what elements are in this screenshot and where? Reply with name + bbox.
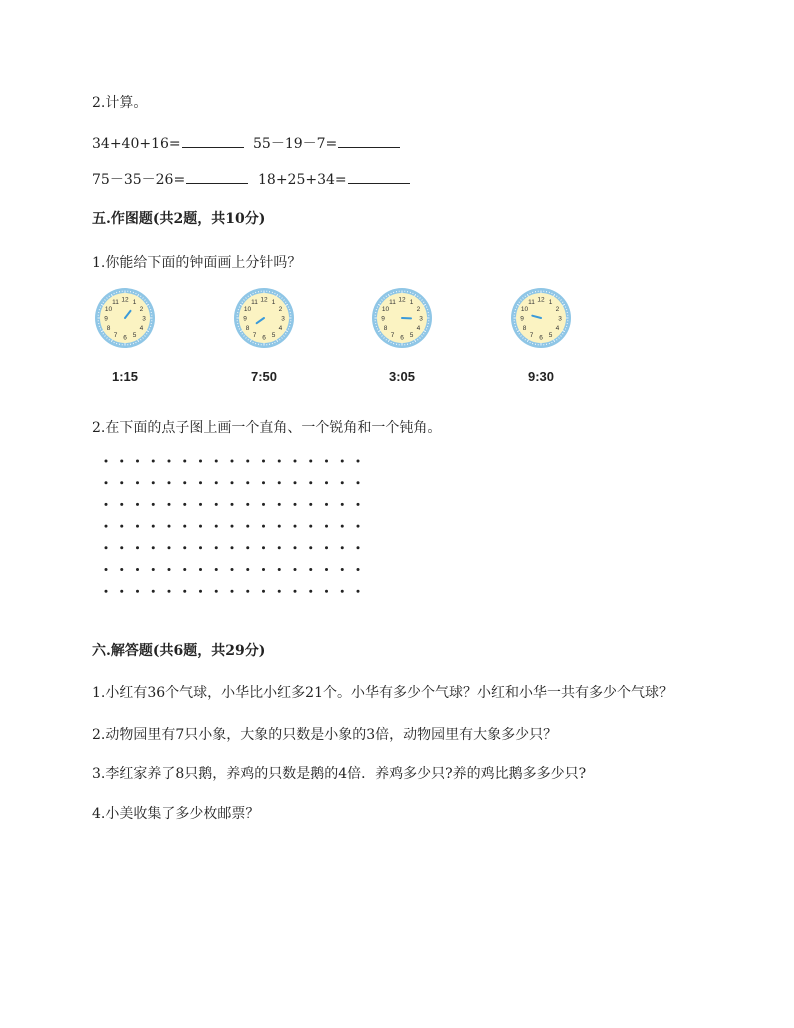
clock-tick bbox=[562, 302, 563, 303]
grid-dot bbox=[231, 590, 234, 593]
clock-tick bbox=[519, 333, 520, 334]
clock-number: 8 bbox=[106, 324, 111, 332]
clock-number: 5 bbox=[271, 331, 276, 339]
grid-dot bbox=[357, 481, 360, 484]
question-text: 2.在下面的点子图上画一个直角、一个锐角和一个钝角。 bbox=[92, 420, 442, 436]
clock-face[interactable] bbox=[233, 287, 295, 349]
grid-dot bbox=[168, 503, 171, 506]
grid-dot bbox=[294, 525, 297, 528]
clock-face[interactable] bbox=[510, 287, 572, 349]
grid-dot bbox=[262, 525, 265, 528]
calc-expression bbox=[253, 134, 400, 153]
clock-tick bbox=[146, 333, 147, 334]
grid-dot bbox=[152, 590, 155, 593]
section-heading: 五.作图题(共2题，共10分) bbox=[92, 211, 266, 227]
grid-dot bbox=[215, 503, 218, 506]
grid-dot bbox=[105, 590, 108, 593]
clock-tick bbox=[285, 333, 286, 334]
clock-number: 9 bbox=[381, 315, 385, 323]
clock-tick bbox=[380, 302, 381, 303]
grid-dot bbox=[341, 568, 344, 571]
grid-dot bbox=[357, 525, 360, 528]
clock-number: 9 bbox=[243, 315, 247, 323]
grid-dot bbox=[278, 525, 281, 528]
grid-dot bbox=[357, 546, 360, 549]
clock-tick bbox=[109, 296, 110, 297]
clock-number: 11 bbox=[251, 298, 258, 306]
grid-dot bbox=[152, 503, 155, 506]
grid-dot bbox=[309, 590, 312, 593]
grid-dot bbox=[357, 568, 360, 571]
clock-number: 5 bbox=[409, 331, 414, 339]
grid-dot bbox=[168, 590, 171, 593]
grid-dot bbox=[278, 460, 281, 463]
grid-dot bbox=[120, 525, 123, 528]
grid-dot bbox=[105, 546, 108, 549]
clock-number: 4 bbox=[416, 324, 421, 332]
clock-number: 8 bbox=[245, 324, 250, 332]
grid-dot bbox=[215, 481, 218, 484]
grid-dot bbox=[357, 460, 360, 463]
grid-dot bbox=[262, 503, 265, 506]
question-text: 1.你能给下面的钟面画上分针吗？ bbox=[92, 255, 302, 271]
clock-tick bbox=[140, 296, 141, 297]
expr-text: 75－35－26= bbox=[92, 172, 186, 188]
clock-number: 3 bbox=[281, 315, 285, 323]
grid-dot bbox=[341, 460, 344, 463]
clock-tick bbox=[562, 333, 563, 334]
grid-dot bbox=[278, 590, 281, 593]
grid-dot bbox=[215, 460, 218, 463]
grid-dot bbox=[325, 525, 328, 528]
grid-dot bbox=[183, 525, 186, 528]
grid-dot bbox=[136, 481, 139, 484]
grid-dot bbox=[341, 590, 344, 593]
grid-dot bbox=[231, 503, 234, 506]
grid-dot bbox=[262, 460, 265, 463]
grid-dot bbox=[246, 546, 249, 549]
clock-tick bbox=[285, 302, 286, 303]
grid-dot bbox=[183, 546, 186, 549]
clock-tick bbox=[109, 339, 110, 340]
clock-number: 3 bbox=[419, 315, 423, 323]
grid-dot bbox=[294, 481, 297, 484]
grid-dot bbox=[168, 525, 171, 528]
clock-number: 11 bbox=[528, 298, 535, 306]
grid-dot bbox=[246, 525, 249, 528]
clock-number: 5 bbox=[132, 331, 137, 339]
grid-dot bbox=[120, 460, 123, 463]
clock-number: 11 bbox=[389, 298, 396, 306]
grid-dot bbox=[278, 568, 281, 571]
grid-dot bbox=[262, 481, 265, 484]
clock-tick bbox=[386, 339, 387, 340]
grid-dot bbox=[309, 568, 312, 571]
clock-number: 4 bbox=[555, 324, 560, 332]
clock-tick bbox=[417, 339, 418, 340]
grid-dot bbox=[309, 546, 312, 549]
clock-tick bbox=[248, 339, 249, 340]
clock-number: 6 bbox=[539, 334, 543, 342]
grid-dot bbox=[309, 460, 312, 463]
grid-dot bbox=[309, 481, 312, 484]
grid-dot bbox=[136, 460, 139, 463]
clock-tick bbox=[242, 333, 243, 334]
clock-number: 1 bbox=[409, 298, 414, 306]
expr-text: 55－19－7= bbox=[253, 136, 338, 152]
grid-dot bbox=[215, 590, 218, 593]
clock-number: 1 bbox=[271, 298, 276, 306]
clock-tick bbox=[146, 302, 147, 303]
grid-dot bbox=[183, 503, 186, 506]
clock-tick bbox=[556, 296, 557, 297]
calc-expression bbox=[92, 170, 248, 189]
grid-dot bbox=[325, 503, 328, 506]
grid-dot bbox=[341, 525, 344, 528]
clock-tick bbox=[279, 296, 280, 297]
grid-dot bbox=[120, 481, 123, 484]
clock-number: 10 bbox=[243, 305, 252, 313]
answer-blank[interactable] bbox=[182, 134, 244, 148]
grid-dot bbox=[231, 546, 234, 549]
clock-number: 12 bbox=[537, 296, 545, 304]
grid-dot bbox=[152, 525, 155, 528]
grid-dot bbox=[183, 568, 186, 571]
grid-dot bbox=[105, 481, 108, 484]
grid-dot bbox=[152, 546, 155, 549]
grid-dot bbox=[136, 525, 139, 528]
grid-dot bbox=[246, 503, 249, 506]
clock-tick bbox=[525, 296, 526, 297]
section-heading: 六.解答题(共6题，共29分) bbox=[92, 643, 266, 659]
grid-dot bbox=[136, 590, 139, 593]
clock-number: 6 bbox=[400, 334, 404, 342]
clock-time-label: 3:05 bbox=[388, 369, 416, 384]
clock-number: 5 bbox=[548, 331, 553, 339]
clock-number: 7 bbox=[252, 331, 257, 339]
question-text: 4.小美收集了多少枚邮票？ bbox=[92, 806, 260, 822]
grid-dot bbox=[262, 546, 265, 549]
grid-dot bbox=[231, 481, 234, 484]
grid-dot bbox=[199, 503, 202, 506]
clock-tick bbox=[417, 296, 418, 297]
grid-dot bbox=[199, 568, 202, 571]
calc-expression bbox=[258, 170, 410, 189]
clock-tick bbox=[248, 296, 249, 297]
clock-number: 9 bbox=[520, 315, 524, 323]
clock-number: 12 bbox=[121, 296, 129, 304]
clock-number: 7 bbox=[113, 331, 118, 339]
clock-number: 10 bbox=[520, 305, 529, 313]
clock-time-label: 9:30 bbox=[527, 369, 555, 384]
grid-dot bbox=[278, 503, 281, 506]
grid-dot bbox=[341, 481, 344, 484]
grid-dot bbox=[294, 546, 297, 549]
clock-time-label: 1:15 bbox=[111, 369, 139, 384]
answer-blank[interactable] bbox=[186, 170, 248, 184]
clock-number: 2 bbox=[139, 305, 144, 313]
clock-tick bbox=[140, 339, 141, 340]
grid-dot bbox=[325, 590, 328, 593]
grid-dot bbox=[120, 590, 123, 593]
grid-dot bbox=[168, 546, 171, 549]
grid-dot bbox=[294, 590, 297, 593]
grid-dot bbox=[309, 503, 312, 506]
clock-number: 9 bbox=[104, 315, 108, 323]
grid-dot bbox=[246, 460, 249, 463]
clock-number: 1 bbox=[548, 298, 553, 306]
grid-dot bbox=[199, 590, 202, 593]
grid-dot bbox=[231, 568, 234, 571]
grid-dot bbox=[105, 568, 108, 571]
grid-dot bbox=[152, 481, 155, 484]
grid-dot bbox=[246, 481, 249, 484]
grid-dot bbox=[215, 568, 218, 571]
clock-number: 2 bbox=[416, 305, 421, 313]
clock-number: 8 bbox=[522, 324, 527, 332]
clock-number: 4 bbox=[139, 324, 144, 332]
grid-dot bbox=[294, 503, 297, 506]
clock-time-label: 7:50 bbox=[250, 369, 278, 384]
clock-tick bbox=[423, 333, 424, 334]
clock-tick bbox=[103, 302, 104, 303]
grid-dot bbox=[278, 546, 281, 549]
clock-tick bbox=[519, 302, 520, 303]
clock-tick bbox=[380, 333, 381, 334]
clock-number: 4 bbox=[278, 324, 283, 332]
grid-dot bbox=[105, 503, 108, 506]
grid-dot bbox=[105, 525, 108, 528]
clock-tick bbox=[525, 339, 526, 340]
grid-dot bbox=[152, 460, 155, 463]
question-text: 2.动物园里有7只小象，大象的只数是小象的3倍，动物园里有大象多少只？ bbox=[92, 727, 558, 743]
clock-number: 12 bbox=[398, 296, 406, 304]
grid-dot bbox=[168, 568, 171, 571]
grid-dot bbox=[215, 546, 218, 549]
grid-dot bbox=[120, 568, 123, 571]
grid-dot bbox=[246, 590, 249, 593]
clock-number: 11 bbox=[112, 298, 119, 306]
grid-dot bbox=[294, 568, 297, 571]
grid-dot bbox=[325, 546, 328, 549]
answer-blank[interactable] bbox=[348, 170, 410, 184]
grid-dot bbox=[357, 590, 360, 593]
grid-dot bbox=[278, 481, 281, 484]
clock-number: 8 bbox=[383, 324, 388, 332]
grid-dot bbox=[341, 503, 344, 506]
clock-tick bbox=[279, 339, 280, 340]
grid-dot bbox=[199, 481, 202, 484]
grid-dot bbox=[325, 481, 328, 484]
grid-dot bbox=[183, 460, 186, 463]
grid-dot bbox=[105, 460, 108, 463]
clock-tick bbox=[242, 302, 243, 303]
grid-dot bbox=[136, 503, 139, 506]
grid-dot bbox=[341, 546, 344, 549]
grid-dot bbox=[231, 525, 234, 528]
grid-dot bbox=[168, 481, 171, 484]
expr-text: 18+25+34= bbox=[258, 172, 347, 188]
clock-number: 12 bbox=[260, 296, 268, 304]
grid-dot bbox=[199, 525, 202, 528]
grid-dot bbox=[262, 568, 265, 571]
grid-dot bbox=[215, 525, 218, 528]
grid-dot bbox=[262, 590, 265, 593]
grid-dot bbox=[231, 460, 234, 463]
clock-face[interactable] bbox=[371, 287, 433, 349]
clock-number: 2 bbox=[555, 305, 560, 313]
grid-dot bbox=[183, 481, 186, 484]
grid-dot bbox=[199, 460, 202, 463]
clock-number: 3 bbox=[558, 315, 562, 323]
grid-dot bbox=[152, 568, 155, 571]
clock-number: 7 bbox=[390, 331, 395, 339]
clock-number: 2 bbox=[278, 305, 283, 313]
grid-dot bbox=[309, 525, 312, 528]
grid-dot bbox=[246, 568, 249, 571]
clock-number: 6 bbox=[123, 334, 127, 342]
clock-number: 10 bbox=[104, 305, 113, 313]
clock-tick bbox=[423, 302, 424, 303]
expr-text: 34+40+16= bbox=[92, 136, 181, 152]
answer-blank[interactable] bbox=[338, 134, 400, 148]
grid-dot bbox=[120, 503, 123, 506]
clock-tick bbox=[386, 296, 387, 297]
question-text: 1.小红有36个气球，小华比小红多21个。小华有多少个气球？小红和小华一共有多少个气球？ bbox=[92, 685, 673, 701]
clock-number: 6 bbox=[262, 334, 266, 342]
question-text: 3.李红家养了8只鹅，养鸡的只数是鹅的4倍．养鸡多少只?养的鸡比鹅多多少只? bbox=[92, 766, 587, 782]
grid-dot bbox=[168, 460, 171, 463]
calc-expression bbox=[92, 134, 244, 153]
clock-number: 3 bbox=[142, 315, 146, 323]
calc-title: 2.计算。 bbox=[92, 95, 148, 111]
grid-dot bbox=[136, 568, 139, 571]
clock-number: 10 bbox=[381, 305, 390, 313]
grid-dot bbox=[136, 546, 139, 549]
grid-dot bbox=[120, 546, 123, 549]
grid-dot bbox=[325, 460, 328, 463]
clock-tick bbox=[103, 333, 104, 334]
grid-dot bbox=[294, 460, 297, 463]
dot-grid[interactable] bbox=[104, 459, 364, 599]
clock-face[interactable] bbox=[94, 287, 156, 349]
clock-number: 1 bbox=[132, 298, 137, 306]
grid-dot bbox=[183, 590, 186, 593]
grid-dot bbox=[325, 568, 328, 571]
clock-tick bbox=[556, 339, 557, 340]
grid-dot bbox=[199, 546, 202, 549]
clock-number: 7 bbox=[529, 331, 534, 339]
grid-dot bbox=[357, 503, 360, 506]
